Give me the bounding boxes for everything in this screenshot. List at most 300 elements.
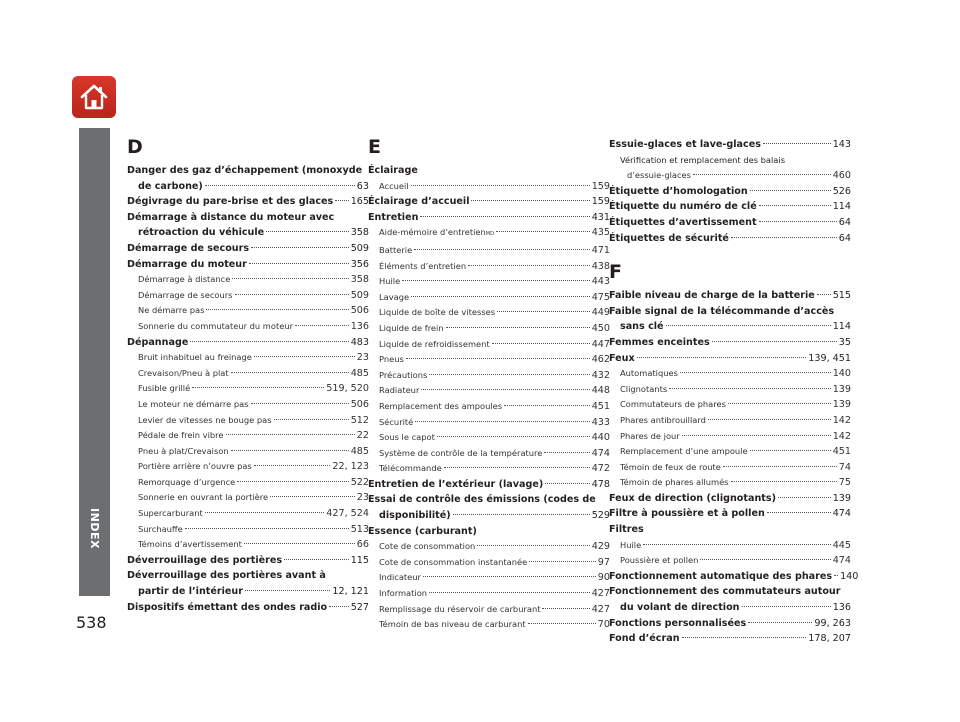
dot-leader (411, 185, 590, 186)
entry-text: Sécurité (379, 416, 414, 427)
index-entry[interactable] (609, 522, 851, 538)
index-subentry[interactable] (609, 460, 851, 476)
page-reference-link[interactable]: 432 (591, 369, 610, 381)
page-reference-link[interactable]: 90 (597, 572, 610, 584)
entry-text: Crevaison/Pneu à plat (138, 367, 229, 378)
entry-text: Essuie-glaces et lave-glaces (609, 139, 761, 150)
dot-leader (712, 341, 837, 342)
page-reference-link[interactable]: 139 (832, 492, 851, 504)
dot-leader (471, 200, 589, 201)
page-reference-link[interactable]: 450 (591, 322, 610, 334)
index-column-3 (609, 137, 859, 647)
dot-leader (420, 216, 589, 217)
page-reference-link[interactable]: 512 (350, 414, 369, 426)
page-reference-link[interactable]: 443 (591, 276, 610, 288)
index-subentry[interactable] (127, 288, 369, 304)
index-entry[interactable] (609, 304, 851, 335)
entry-text: Poussière et pollen (620, 555, 699, 566)
entry-text: Dépannage (127, 336, 189, 348)
page-reference-link[interactable]: 526 (832, 185, 851, 197)
page-reference-link[interactable]: 519, 520 (326, 383, 369, 395)
page-reference-link[interactable]: 165 (350, 196, 369, 208)
page-reference-link[interactable]: 75 (838, 477, 851, 489)
dot-leader (759, 221, 837, 222)
index-subentry[interactable] (609, 444, 851, 460)
index-subentry[interactable] (609, 429, 851, 445)
dot-leader (529, 561, 596, 562)
entry-text: Entretien de l’extérieur (lavage) (368, 478, 544, 490)
entry-text: Faible niveau de charge de la batterie (609, 290, 815, 302)
entry-text: Fonctionnement des commutateurs autour (609, 586, 841, 598)
dot-leader (245, 590, 330, 591)
page-reference-link[interactable]: 66 (356, 539, 369, 551)
index-subentry[interactable] (127, 537, 369, 553)
dot-leader (731, 237, 837, 238)
page-reference-link[interactable]: 159 (591, 196, 610, 208)
index-entry[interactable] (127, 568, 369, 599)
dot-leader (637, 357, 807, 358)
entry-text: Étiquettes d’avertissement (609, 216, 757, 228)
page-reference-link[interactable]: 114 (832, 201, 851, 213)
page-number: 538 (76, 613, 107, 632)
index-entry[interactable] (127, 163, 369, 194)
entry-text: Démarrage de secours (127, 242, 250, 254)
entry-text: Filtres (609, 524, 644, 536)
page-reference-link[interactable]: 506 (350, 398, 369, 410)
dot-leader (429, 374, 589, 375)
index-entry[interactable] (609, 506, 851, 522)
dot-leader (329, 606, 349, 607)
page-reference-link[interactable]: 140 (832, 368, 851, 380)
page-reference-link[interactable]: 97 (597, 556, 610, 568)
entry-text: Remplacement des ampoules (379, 400, 503, 411)
dot-leader (402, 280, 589, 281)
page-reference-link[interactable]: 474 (832, 555, 851, 567)
page-reference-link[interactable]: 474 (832, 508, 851, 520)
index-subentry[interactable] (127, 490, 369, 506)
index-entry[interactable] (609, 137, 851, 153)
page-reference-link[interactable]: 64 (838, 216, 851, 228)
entry-text: Cote de consommation instantanée (379, 556, 528, 567)
entry-text: Danger des gaz d’échappement (monoxyde (127, 165, 363, 176)
page-reference-link[interactable]: 427 (591, 603, 610, 615)
dot-leader (544, 452, 589, 453)
page-reference-link[interactable]: 140 (840, 570, 859, 582)
entry-text: Dégivrage du pare-brise et des glaces (127, 196, 334, 208)
index-entry[interactable] (609, 616, 851, 632)
dot-leader (723, 466, 837, 467)
dot-leader (643, 544, 830, 545)
entry-text: Lavage (379, 291, 410, 302)
page-reference-link[interactable]: 142 (832, 430, 851, 442)
entry-text: Démarrage de secours (138, 289, 233, 300)
index-subentry[interactable] (127, 475, 369, 491)
index-subentry[interactable] (127, 459, 369, 475)
index-subentry[interactable] (368, 461, 610, 477)
index-subentry[interactable] (127, 381, 369, 397)
page-reference-link[interactable]: 451 (591, 400, 610, 412)
page-reference-link[interactable]: 527 (350, 601, 369, 613)
index-entry[interactable] (368, 194, 610, 210)
entry-text: Démarrage du moteur (127, 258, 247, 270)
entry-text: Ne démarre pas (138, 305, 205, 316)
dot-leader (504, 405, 590, 406)
entry-text: Portière arrière n’ouvre pas (138, 461, 252, 472)
index-entry[interactable] (127, 335, 369, 351)
dot-leader (231, 450, 349, 451)
index-subentry[interactable] (368, 555, 610, 571)
index-subentry[interactable] (368, 225, 610, 243)
dot-leader (708, 419, 831, 420)
dot-leader (429, 592, 590, 593)
page-reference-link[interactable]: 99, 263 (814, 617, 851, 629)
page-reference-link[interactable]: 143 (832, 139, 851, 150)
index-subentry[interactable] (368, 179, 610, 195)
entry-text: Éclairage (368, 165, 418, 176)
entry-text: Démarrage à distance du moteur avec (127, 211, 335, 223)
index-entry[interactable] (127, 257, 369, 273)
index-subentry[interactable] (368, 383, 610, 399)
page-reference-link[interactable]: 449 (591, 307, 610, 319)
dot-leader (254, 356, 355, 357)
index-subentry[interactable] (127, 303, 369, 319)
dot-leader (496, 231, 590, 232)
dot-leader (444, 467, 590, 468)
dot-leader (249, 263, 349, 264)
dot-leader (693, 174, 831, 175)
page-reference-link[interactable]: 70 (597, 619, 610, 631)
page-reference-link[interactable]: 522 (350, 476, 369, 488)
index-subentry[interactable] (127, 397, 369, 413)
page-reference-link[interactable]: 22 (356, 430, 369, 442)
entry-text: Étiquette du numéro de clé (609, 201, 757, 213)
page-reference-link[interactable]: 440 (591, 432, 610, 444)
dot-leader (731, 481, 837, 482)
page-reference-link[interactable]: 471 (591, 244, 610, 256)
index-subentry[interactable] (127, 319, 369, 335)
page-reference-link[interactable]: 475 (591, 291, 610, 303)
entry-text: Huile (620, 539, 642, 550)
page-reference-link[interactable]: 485 (350, 367, 369, 379)
index-subentry[interactable] (368, 352, 610, 368)
index-subentry[interactable] (609, 382, 851, 398)
page-reference-link[interactable]: 358 (350, 227, 369, 239)
dot-leader (477, 545, 589, 546)
dot-leader (682, 435, 831, 436)
entry-text: Aide-mémoire d’entretien (379, 227, 486, 238)
page-reference-link[interactable]: 460 (832, 170, 851, 182)
index-entry[interactable] (609, 351, 851, 367)
dot-leader (232, 278, 348, 279)
index-subentry[interactable] (609, 153, 851, 184)
index-subentry[interactable] (368, 368, 610, 384)
index-subentry[interactable] (127, 428, 369, 444)
entry-text: Information (379, 588, 428, 599)
page-reference-link[interactable]: 483 (350, 336, 369, 348)
page-reference-link[interactable]: 506 (350, 305, 369, 317)
dot-leader (295, 325, 349, 326)
index-entry[interactable] (368, 492, 610, 523)
entry-text: Vérification et remplacement des balais (620, 154, 786, 165)
dot-leader (411, 296, 590, 297)
index-subentry[interactable] (368, 539, 610, 555)
entry-text: Filtre à poussière et à pollen (609, 508, 765, 520)
dot-leader (700, 559, 830, 560)
entry-text: Pédale de frein vibre (138, 430, 224, 441)
index-subentry[interactable] (127, 272, 369, 288)
index-subentry[interactable] (368, 415, 610, 431)
entry-text: Batterie (379, 244, 413, 255)
entry-text: Système de contrôle de la température (379, 447, 543, 458)
entry-text: Fonctionnement automatique des phares (609, 570, 833, 582)
index-subentry[interactable] (368, 570, 610, 586)
dot-leader (251, 403, 349, 404)
page-reference-link[interactable]: 429 (591, 541, 610, 553)
dot-leader (237, 481, 348, 482)
dot-leader (244, 543, 355, 544)
index-subentry[interactable] (127, 444, 369, 460)
entry-text: Remorquage d’urgence (138, 476, 236, 487)
page-reference-link[interactable]: 114 (832, 321, 851, 333)
page-reference-link[interactable]: 431 (591, 211, 610, 223)
page-reference-link[interactable]: 478 (591, 478, 610, 490)
page-reference-link[interactable]: 12, 121 (332, 586, 369, 598)
entry-text: Sous le capot (379, 432, 435, 443)
index-entry[interactable] (609, 215, 851, 231)
page-reference-link[interactable]: 462 (591, 354, 610, 366)
entry-text: Déverrouillage des portières avant à (127, 570, 326, 582)
page-reference-link[interactable]: 515 (832, 290, 851, 302)
entry-text: Démarrage à distance (138, 274, 231, 285)
index-entry[interactable] (127, 600, 369, 616)
entry-text: Témoin de feux de route (620, 461, 721, 472)
page-reference-link[interactable]: 22, 123 (332, 461, 369, 473)
index-entry[interactable] (368, 163, 610, 179)
index-subentry[interactable] (368, 243, 610, 259)
entry-text: Témoin de bas niveau de carburant (379, 619, 526, 630)
dot-leader (682, 637, 807, 638)
index-subentry[interactable] (609, 475, 851, 491)
index-entry[interactable] (609, 231, 851, 247)
index-subentry[interactable] (127, 413, 369, 429)
section-letter: D (127, 136, 143, 158)
entry-text: Phares de jour (620, 430, 680, 441)
index-subentry[interactable] (368, 602, 610, 618)
index-subentry[interactable] (127, 522, 369, 538)
page-reference-link[interactable]: 451 (832, 446, 851, 458)
index-entry[interactable] (609, 335, 851, 351)
page-reference-link[interactable]: 474 (591, 447, 610, 459)
index-subentry[interactable] (127, 350, 369, 366)
page-reference-link[interactable]: 509 (350, 242, 369, 254)
index-subentry[interactable] (609, 413, 851, 429)
index-subentry[interactable] (368, 290, 610, 306)
entry-text: Témoin de phares allumés (620, 477, 729, 488)
index-subentry[interactable] (609, 538, 851, 554)
index-subentry[interactable] (368, 430, 610, 446)
index-entry[interactable] (609, 184, 851, 200)
index-entry[interactable] (127, 194, 369, 210)
dot-leader (231, 372, 349, 373)
entry-text: partir de l’intérieur (138, 586, 243, 598)
dot-leader (446, 327, 590, 328)
dot-leader (226, 434, 355, 435)
dot-leader (205, 185, 355, 186)
entry-text: du volant de direction (620, 602, 740, 614)
page-reference-link[interactable]: 115 (350, 554, 369, 566)
entry-text: Témoins d’avertissement (138, 539, 242, 550)
dot-leader (759, 205, 831, 206)
entry-text: rétroaction du véhicule (138, 227, 265, 239)
page-reference-link[interactable]: 64 (838, 232, 851, 244)
page-reference-link[interactable]: 509 (350, 289, 369, 301)
dot-leader (192, 387, 324, 388)
entry-text: Étiquettes de sécurité (609, 232, 729, 244)
page-reference-link[interactable]: 136 (832, 602, 851, 614)
index-subentry[interactable] (609, 553, 851, 569)
dot-leader (266, 231, 349, 232)
index-subentry[interactable] (127, 366, 369, 382)
dot-leader (251, 247, 349, 248)
index-subentry[interactable] (368, 586, 610, 602)
page-reference-link[interactable]: 358 (350, 274, 369, 286)
page-reference-link[interactable]: 136 (350, 320, 369, 332)
entry-text: Déverrouillage des portières (127, 554, 283, 566)
dot-leader (750, 450, 831, 451)
dot-leader (190, 341, 348, 342)
entry-text: Fonctions personnalisées (609, 617, 747, 629)
page-reference-link[interactable]: 513 (350, 523, 369, 535)
entry-text: Liquide de frein (379, 322, 444, 333)
entry-text: Fond d’écran (609, 633, 680, 645)
dot-leader (545, 483, 589, 484)
page-reference-link[interactable]: 448 (591, 385, 610, 397)
entry-text: Surchauffe (138, 523, 183, 534)
index-entry[interactable] (368, 477, 610, 493)
page-reference-link[interactable]: 529 (591, 510, 610, 522)
dot-leader (468, 265, 590, 266)
index-entry[interactable] (368, 524, 610, 540)
dot-leader (778, 497, 831, 498)
page-reference-link[interactable]: 139 (832, 399, 851, 411)
index-subentry[interactable] (368, 337, 610, 353)
dot-leader (728, 403, 831, 404)
entry-text: Sonnerie en ouvrant la portière (138, 492, 269, 503)
dot-leader (274, 419, 349, 420)
page-reference-link[interactable]: 356 (350, 258, 369, 270)
dot-leader (834, 575, 838, 576)
index-subentry[interactable] (368, 399, 610, 415)
page-reference-link[interactable]: 23 (356, 492, 369, 504)
page-reference-link[interactable]: 74 (838, 461, 851, 473)
section-letter: F (609, 261, 622, 284)
entry-text: Télécommande (379, 463, 442, 474)
entry-text: Feux de direction (clignotants) (609, 492, 776, 504)
index-subentry[interactable] (368, 259, 610, 275)
dot-leader (817, 294, 831, 295)
page-reference-link[interactable]: 63 (356, 180, 369, 192)
page-reference-link[interactable]: 178, 207 (808, 633, 851, 645)
dot-leader (763, 143, 831, 144)
page-reference-link[interactable]: 142 (832, 414, 851, 426)
page-reference-link[interactable]: 139 (832, 383, 851, 395)
index-column-2 (368, 135, 610, 633)
dot-leader (669, 388, 831, 389)
dot-leader (235, 294, 349, 295)
dot-leader (414, 249, 589, 250)
entry-text: Pneu à plat/Crevaison (138, 445, 229, 456)
index-subentry[interactable] (609, 366, 851, 382)
dot-leader (406, 358, 590, 359)
page-reference-link[interactable]: 447 (591, 338, 610, 350)
page-reference-link[interactable]: 485 (350, 445, 369, 457)
entry-text: Remplissage du réservoir de carburant (379, 603, 541, 614)
dot-leader (767, 512, 831, 513)
index-entry[interactable] (127, 241, 369, 257)
index-entry[interactable] (127, 553, 369, 569)
index-subentry[interactable] (609, 397, 851, 413)
page-reference-link[interactable]: 139, 451 (808, 352, 851, 364)
index-subentry[interactable] (127, 506, 369, 522)
dot-leader (335, 200, 348, 201)
dot-leader (680, 372, 831, 373)
page-reference-link[interactable]: 438 (591, 260, 610, 272)
home-button[interactable] (72, 76, 116, 118)
index-entry[interactable] (609, 199, 851, 215)
index-subentry[interactable] (368, 617, 610, 633)
entry-text: Remplacement d’une ampoule (620, 446, 748, 457)
dot-leader (206, 309, 348, 310)
entry-text: Liquide de boîte de vitesses (379, 307, 496, 318)
dot-leader (421, 389, 589, 390)
index-entry[interactable] (609, 569, 859, 585)
index-entry[interactable] (609, 584, 851, 615)
page-reference-link[interactable]: 435 (591, 227, 610, 239)
index-entry[interactable] (368, 210, 610, 226)
index-entry[interactable] (609, 631, 851, 647)
index-subentry[interactable] (368, 305, 610, 321)
entry-text: Le moteur ne démarre pas (138, 398, 249, 409)
index-subentry[interactable] (368, 446, 610, 462)
index-subentry[interactable] (368, 321, 610, 337)
page-reference-link[interactable]: 472 (591, 463, 610, 475)
page-reference-link[interactable]: 427 (591, 588, 610, 600)
entry-text: Éléments d’entretien (379, 260, 467, 271)
index-entry[interactable] (609, 288, 851, 304)
dot-leader (185, 528, 349, 529)
dot-leader (742, 606, 831, 607)
entry-text: Fusible grillé (138, 383, 191, 394)
page-reference-link[interactable]: 23 (356, 352, 369, 364)
entry-text: Clignotants (620, 383, 668, 394)
page-reference-link[interactable]: 35 (838, 336, 851, 348)
entry-text: de carbone) (138, 180, 203, 192)
page-reference-link[interactable]: 433 (591, 416, 610, 428)
index-subentry[interactable] (368, 274, 610, 290)
entry-text: Essai de contrôle des émissions (codes de (368, 494, 596, 506)
index-entry[interactable] (127, 210, 369, 241)
page-reference-link[interactable]: 445 (832, 539, 851, 551)
entry-text: Pneus (379, 354, 404, 365)
page-reference-link[interactable]: 159 (591, 180, 610, 192)
page-reference-link[interactable]: 427, 524 (326, 508, 369, 520)
dot-leader (254, 465, 331, 466)
entry-text: Radiateur (379, 385, 420, 396)
entry-text: Éclairage d’accueil (368, 196, 470, 208)
entry-text: Commutateurs de phares (620, 399, 726, 410)
entry-text: Accueil (379, 180, 409, 191)
index-entry[interactable] (609, 491, 851, 507)
